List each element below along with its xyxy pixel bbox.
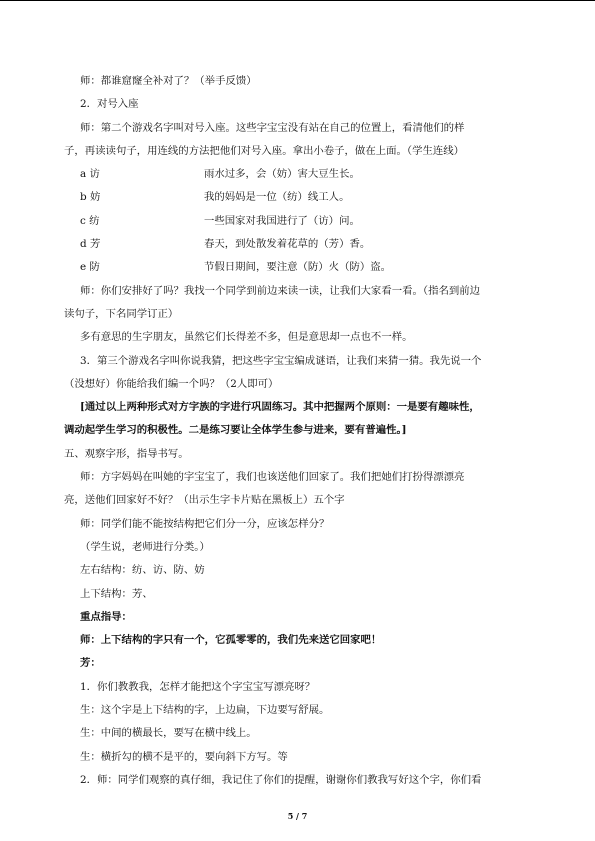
paragraph: 师：同学们能不能按结构把它们分一分，应该怎样分？ [80,517,330,530]
paragraph: 上下结构：芳、 [80,587,153,600]
matching-sentence: 春天，到处散发着花草的（芳）香。 [204,238,371,251]
page-number: 5 / 7 [287,811,308,821]
header-rule [0,0,595,1]
matching-key: a 访 [80,168,100,181]
matching-key: b 妨 [80,191,101,204]
paragraph: （学生说，老师进行分类。） [80,540,210,553]
matching-key: c 纺 [80,214,100,227]
document-body [64,70,536,792]
paragraph: （没想好）你能给我们编一个吗？（2人即可） [64,377,279,390]
paragraph: 读句子，下名同学订正） [64,307,179,320]
paragraph: 1．你们教教我，怎样才能把这个字宝宝写漂亮呀？ [80,680,316,693]
subheading: 芳： [80,657,101,670]
matching-sentence: 我的妈妈是一位（纺）线工人。 [204,191,350,204]
matching-sentence: 雨水过多，会（妨）害大豆生长。 [204,168,360,181]
paragraph: 亮，送他们回家好不好？（出示生字卡片贴在黑板上）五个字 [64,494,345,507]
matching-row [64,186,536,209]
section-heading: 2．对号入座 [80,98,139,111]
matching-key: d 芳 [80,238,101,251]
matching-row [64,256,536,279]
paragraph: 师：方字妈妈在叫她的字宝宝了，我们也该送他们回家了。我们把她们打扮得漂漂亮 [80,471,465,484]
paragraph: 3．第三个游戏名字叫你说我猜，把这些字宝宝编成谜语，让我们来猜一猜。我先说一个 [80,354,482,367]
paragraph: 师：第二个游戏名字叫对号入座。这些字宝宝没有站在自己的位置上，看清他们的样 [80,121,465,134]
matching-row [64,163,536,186]
matching-row [64,210,536,233]
paragraph: 生：横折勾的横不是平的，要向斜下方写。等 [80,750,288,763]
paragraph: 多有意思的生字朋友，虽然它们长得差不多，但是意思却一点也不一样。 [80,331,413,344]
section-heading: 五、观察字形，指导书写。 [64,447,189,460]
paragraph: 师：你们安排好了吗？我找一个同学到前边来读一读，让我们大家看一看。（指名到前边 [80,284,481,297]
paragraph: 左右结构：纺、访、防、妨 [80,564,205,577]
subheading: 重点指导： [80,610,132,623]
design-note: 调动起学生学习的积极性。二是练习要让全体学生参与进来，要有普遍性。] [64,424,407,437]
matching-row [64,233,536,256]
paragraph: 生：这个字是上下结构的字，上边扁，下边要写舒展。 [80,704,330,717]
paragraph: 师：上下结构的字只有一个，它孤零零的，我们先来送它回家吧！ [80,634,382,647]
paragraph: 2．师：同学们观察的真仔细，我记住了你们的提醒，谢谢你们教我写好这个字，你们看 [80,773,482,786]
paragraph: 生：中间的横最长，要写在横中线上。 [80,727,257,740]
paragraph: 子，再读读句子，用连线的方法把他们对号入座。拿出小卷子，做在上面。（学生连线） [64,144,465,157]
matching-key: e 防 [80,261,100,274]
matching-sentence: 节假日期间，要注意（防）火（防）盗。 [204,261,392,274]
paragraph: 师：都谁窟窿全补对了？（举手反馈） [80,75,257,87]
matching-sentence: 一些国家对我国进行了（访）问。 [204,214,360,227]
design-note: [通过以上两种形式对方字族的字进行巩固练习。其中把握两个原则：一是要有趣味性， [80,401,480,414]
